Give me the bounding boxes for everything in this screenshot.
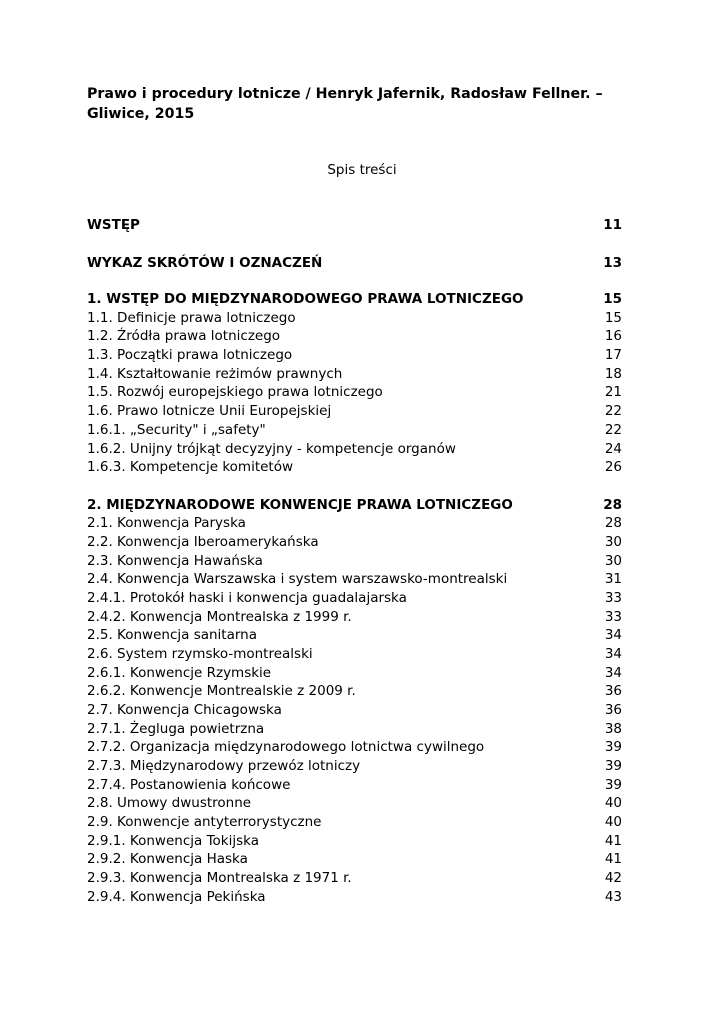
toc-entry bbox=[87, 720, 622, 739]
toc-entry bbox=[87, 346, 622, 365]
toc-entry-label: 2.1. Konwencja Paryska bbox=[87, 515, 246, 531]
toc-entry-label: 1.6. Prawo lotnicze Unii Europejskiej bbox=[87, 403, 332, 419]
toc-entry-page: 13 bbox=[603, 255, 622, 271]
toc-entry-page: 15 bbox=[604, 310, 622, 326]
toc-entry bbox=[87, 570, 622, 589]
toc-entry-label: 2.4. Konwencja Warszawska i system warszawsko-montrealski bbox=[87, 571, 508, 587]
toc-entry-label: 1.5. Rozwój europejskiego prawa lotniczego bbox=[87, 384, 383, 400]
toc-entry bbox=[87, 421, 622, 440]
toc-entry-page: 11 bbox=[603, 217, 622, 233]
toc-entry bbox=[87, 440, 622, 459]
toc-entry bbox=[87, 216, 622, 235]
toc-entry bbox=[87, 626, 622, 645]
toc-entry-label: WYKAZ SKRÓTÓW I OZNACZEŃ bbox=[87, 255, 323, 271]
toc-entry bbox=[87, 869, 622, 888]
toc-entry-label: 2.7.2. Organizacja międzynarodowego lotnictwa cywilnego bbox=[87, 739, 485, 755]
toc-entry-page: 34 bbox=[604, 665, 622, 681]
toc-entry-page: 36 bbox=[604, 683, 622, 699]
toc-entry bbox=[87, 701, 622, 720]
toc-entry bbox=[87, 589, 622, 608]
toc-entry bbox=[87, 794, 622, 813]
toc-entry bbox=[87, 757, 622, 776]
toc-entry-page: 28 bbox=[603, 497, 622, 513]
toc-entry-label: 2.9. Konwencje antyterrorystyczne bbox=[87, 814, 322, 830]
toc-entry bbox=[87, 682, 622, 701]
toc-entry-label: 1.4. Kształtowanie reżimów prawnych bbox=[87, 366, 343, 382]
toc-entry-page: 39 bbox=[604, 739, 622, 755]
toc-entry-page: 41 bbox=[604, 833, 622, 849]
toc-entry bbox=[87, 327, 622, 346]
toc-entry-label: 2.7.4. Postanowienia końcowe bbox=[87, 777, 291, 793]
toc-entry-page: 22 bbox=[604, 422, 622, 438]
toc-entry-page: 33 bbox=[604, 609, 622, 625]
toc-entry-label: 2.9.2. Konwencja Haska bbox=[87, 851, 248, 867]
toc-entry-label: WSTĘP bbox=[87, 217, 140, 233]
toc-entry-label: 2.4.2. Konwencja Montrealska z 1999 r. bbox=[87, 609, 352, 625]
toc-entry bbox=[87, 514, 622, 533]
toc-entry-label: 2.9.3. Konwencja Montrealska z 1971 r. bbox=[87, 870, 352, 886]
toc-entry-label: 2.6. System rzymsko-montrealski bbox=[87, 646, 313, 662]
toc-entry bbox=[87, 832, 622, 851]
toc-entry-label: 1.6.2. Unijny trójkąt decyzyjny - kompetencje organów bbox=[87, 441, 456, 457]
toc-entry-page: 40 bbox=[604, 795, 622, 811]
toc-entry bbox=[87, 850, 622, 869]
toc-entry-label: 2.4.1. Protokół haski i konwencja guadalajarska bbox=[87, 590, 407, 606]
toc-entry-page: 16 bbox=[604, 328, 622, 344]
toc-entry-page: 43 bbox=[604, 889, 622, 905]
toc-entry-page: 34 bbox=[604, 646, 622, 662]
toc-entry bbox=[87, 383, 622, 402]
toc-entry-label: 1.6.1. „Security" i „safety" bbox=[87, 422, 266, 438]
toc-entry-label: 2.9.4. Konwencja Pekińska bbox=[87, 889, 266, 905]
toc-entry-label: 2.2. Konwencja Iberoamerykańska bbox=[87, 534, 319, 550]
toc-entry-page: 28 bbox=[604, 515, 622, 531]
toc-entry-page: 26 bbox=[604, 459, 622, 475]
toc-heading: Spis treści bbox=[327, 162, 397, 178]
toc-entry-label: 2.7.1. Żegluga powietrzna bbox=[87, 721, 265, 737]
toc-entry-label: 2.5. Konwencja sanitarna bbox=[87, 627, 258, 643]
toc-entry-label: 1. WSTĘP DO MIĘDZYNARODOWEGO PRAWA LOTNICZEGO bbox=[87, 291, 524, 307]
toc-entry bbox=[87, 365, 622, 384]
toc-entry-page: 36 bbox=[604, 702, 622, 718]
toc-entry-page: 30 bbox=[604, 534, 622, 550]
toc-entry-page: 39 bbox=[604, 758, 622, 774]
toc-entry bbox=[87, 254, 622, 273]
toc-entry-label: 2.6.2. Konwencje Montrealskie z 2009 r. bbox=[87, 683, 356, 699]
toc-entry-page: 18 bbox=[604, 366, 622, 382]
toc-entry bbox=[87, 738, 622, 757]
toc-entry-label: 2.3. Konwencja Hawańska bbox=[87, 553, 263, 569]
toc-entry-page: 40 bbox=[604, 814, 622, 830]
toc-entry-page: 39 bbox=[604, 777, 622, 793]
toc-entry-label: 2.7. Konwencja Chicagowska bbox=[87, 702, 282, 718]
toc-entry-label: 2. MIĘDZYNARODOWE KONWENCJE PRAWA LOTNICZEGO bbox=[87, 497, 513, 513]
toc-entry-label: 2.6.1. Konwencje Rzymskie bbox=[87, 665, 272, 681]
toc-entry-page: 33 bbox=[604, 590, 622, 606]
toc-entry bbox=[87, 290, 622, 309]
toc-entry bbox=[87, 888, 622, 907]
toc-entry bbox=[87, 645, 622, 664]
toc-entry bbox=[87, 309, 622, 328]
toc-entry bbox=[87, 533, 622, 552]
toc-entry-page: 31 bbox=[604, 571, 622, 587]
toc-entry-page: 42 bbox=[604, 870, 622, 886]
toc-entry-page: 21 bbox=[604, 384, 622, 400]
toc-entry bbox=[87, 664, 622, 683]
document-title: Prawo i procedury lotnicze / Henryk Jafernik, Radosław Fellner. – Gliwice, 2015 bbox=[87, 86, 603, 122]
toc-entry-label: 2.8. Umowy dwustronne bbox=[87, 795, 252, 811]
toc-entry bbox=[87, 776, 622, 795]
toc-entry-label: 2.7.3. Międzynarodowy przewóz lotniczy bbox=[87, 758, 361, 774]
toc-entry-page: 30 bbox=[604, 553, 622, 569]
toc-entry bbox=[87, 402, 622, 421]
toc-entry-page: 22 bbox=[604, 403, 622, 419]
toc-entry-label: 1.3. Początki prawa lotniczego bbox=[87, 347, 293, 363]
toc-entry-label: 1.6.3. Kompetencje komitetów bbox=[87, 459, 294, 475]
toc-entry-label: 1.2. Źródła prawa lotniczego bbox=[87, 328, 281, 344]
toc-entry-page: 34 bbox=[604, 627, 622, 643]
toc-entry-page: 41 bbox=[604, 851, 622, 867]
toc-entry bbox=[87, 813, 622, 832]
toc-entry-page: 15 bbox=[603, 291, 622, 307]
toc-entry bbox=[87, 496, 622, 515]
toc-entry-page: 38 bbox=[604, 721, 622, 737]
toc-entry-page: 24 bbox=[604, 441, 622, 457]
toc-entry-label: 1.1. Definicje prawa lotniczego bbox=[87, 310, 296, 326]
toc-entry bbox=[87, 552, 622, 571]
toc-entry-label: 2.9.1. Konwencja Tokijska bbox=[87, 833, 259, 849]
toc-entry-page: 17 bbox=[604, 347, 622, 363]
toc-entry bbox=[87, 608, 622, 627]
toc-entry bbox=[87, 458, 622, 477]
